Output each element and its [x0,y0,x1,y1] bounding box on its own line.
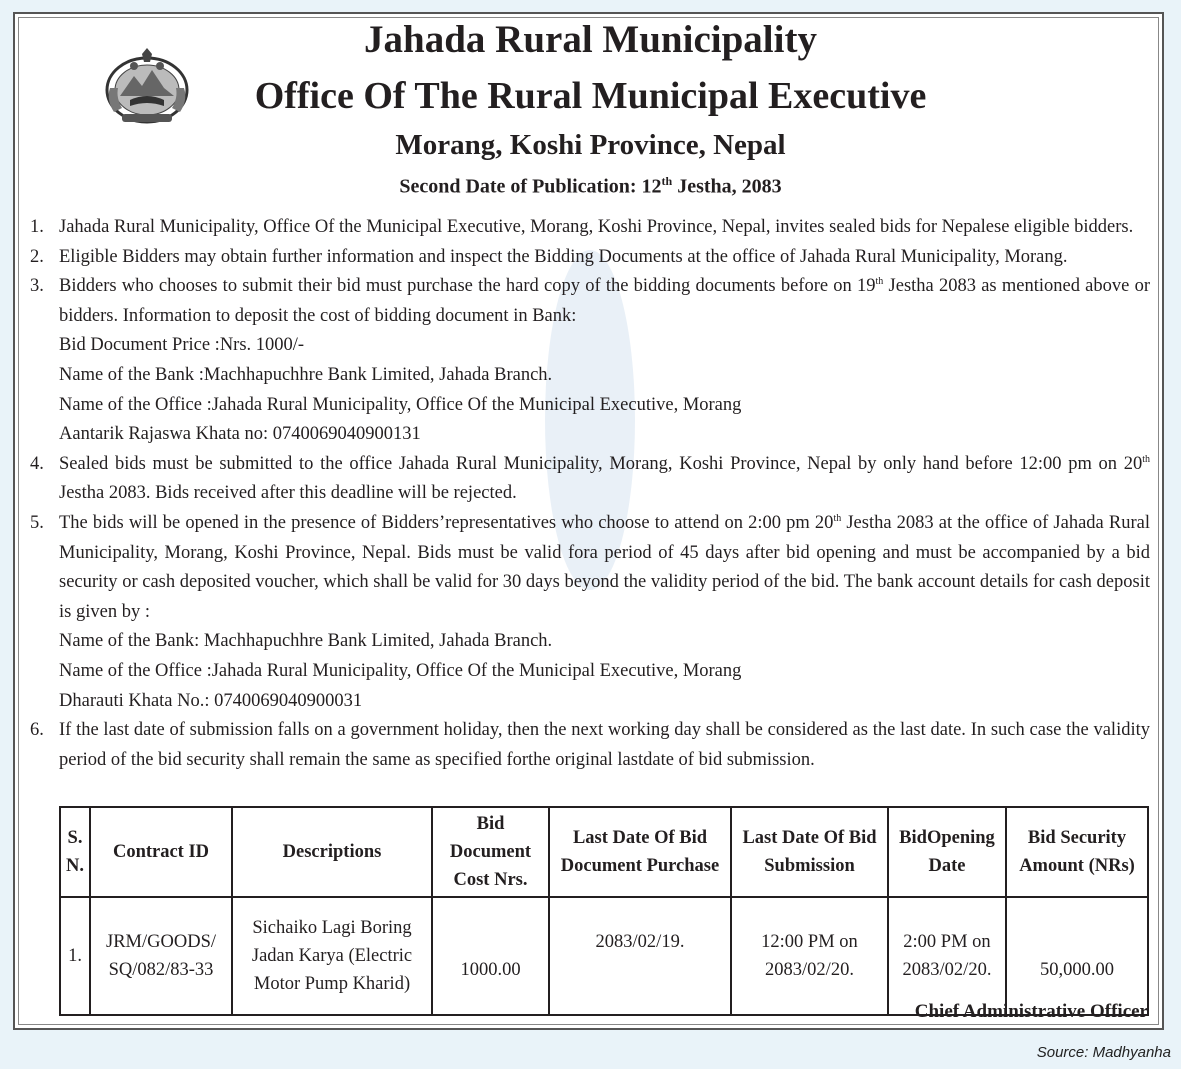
column-header: BidOpening Date [888,807,1006,897]
column-header: Bid Document Cost Nrs. [432,807,549,897]
office-name: Name of the Office :Jahada Rural Municipality, Office Of the Municipal Executive, Morang [59,660,742,681]
column-header: Bid Security Amount (NRs) [1006,807,1148,897]
list-item: 3. Bidders who chooses to submit their bid must purchase the hard copy of the bidding documents before on 19th Jestha 2083 as mentioned above or bidders. Information to deposit the cost of bidding document in Bank: Bid Document Price :Nrs. 1000/- Name of the Bank :Machhapuchhre Bank Limited, Jahada Branch. Name of the Office :Jahada Rural Municipality, Office Of the Municipal Executive, Morang Aantarik Rajaswa Khata no: 0740069040900131 [30,272,1150,450]
bid-table [59,806,1149,1016]
table-cell: 1000.00 [432,897,549,1015]
list-item: 6. If the last date of submission falls on a government holiday, then the next working day shall be considered as the last date. In such case the validity period of the bid security shall remain the same as specified forthe original lastdate of bid submission. [30,720,1150,770]
notice-body [30,213,1150,775]
source-credit: Source: Madhyanha [1036,1044,1171,1061]
column-header: Last Date Of Bid Submission [731,807,888,897]
bank-name: Name of the Bank :Machhapuchhre Bank Limited, Jahada Branch. [59,364,553,385]
table-cell: JRM/GOODS/ SQ/082/83-33 [90,897,232,1015]
municipality-title: Jahada Rural Municipality [364,18,817,61]
deposit-account: Dharauti Khata No.: 0740069040900031 [59,690,363,711]
bank-name: Name of the Bank: Machhapuchhre Bank Limited, Jahada Branch. [59,631,553,652]
revenue-account: Aantarik Rajaswa Khata no: 0740069040900131 [59,424,421,445]
office-title: Office Of The Rural Municipal Executive [254,75,927,117]
location-title: Morang, Koshi Province, Nepal [395,129,786,161]
column-header: Last Date Of Bid Document Purchase [549,807,731,897]
table-cell: 12:00 PM on 2083/02/20. [731,897,888,1015]
column-header: Descriptions [232,807,432,897]
table-cell: 1. [60,897,90,1015]
list-item: 4. Sealed bids must be submitted to the office Jahada Rural Municipality, Morang, Koshi Province, Nepal by only hand before 12:00 pm on 20th Jestha 2083. Bids received after this deadline will be rejected. [30,453,1150,504]
table-row [60,897,1148,1015]
publication-date: Second Date of Publication: 12th Jestha, 2083 [399,174,782,198]
list-item: 1. Jahada Rural Municipality, Office Of the Municipal Executive, Morang, Koshi Province, Nepal, invites sealed bids for Nepalese eligible bidders. [30,217,1134,237]
table-cell: 2:00 PM on 2083/02/20. [888,897,1006,1015]
list-item: 2. Eligible Bidders may obtain further information and inspect the Bidding Documents at the office of Jahada Rural Municipality, Morang. [30,246,1068,267]
office-name: Name of the Office :Jahada Rural Municipality, Office Of the Municipal Executive, Morang [59,394,742,415]
list-item: 5. The bids will be opened in the presence of Bidders’representatives who choose to attend on 2:00 pm 20th Jestha 2083 at the office of Jahada Rural Municipality, Morang, Koshi Province, Nepal. Bids must be valid fora period of 45 days after bid opening and must be accompanied by a bid security or cash deposited voucher, which shall be valid for 30 days beyond the validity period of the bid. The bank account details for cash deposit is given by : Name of the Bank: Machhapuchhre Bank Limited, Jahada Branch. Name of the Office :Jahada Rural Municipality, Office Of the Municipal Executive, Morang Dharauti Khata No.: 0740069040900031 [30,509,1150,716]
signature-title: Chief Administrative Officer [914,1001,1148,1022]
table-cell: 2083/02/19. [549,897,731,1015]
table-cell: 50,000.00 [1006,897,1148,1015]
column-header: S. N. [60,807,90,897]
table-cell: Sichaiko Lagi Boring Jadan Karya (Electric Motor Pump Kharid) [232,897,432,1015]
table-header-row [60,807,1148,897]
column-header: Contract ID [90,807,232,897]
bid-document-price: Bid Document Price :Nrs. 1000/- [59,335,305,356]
